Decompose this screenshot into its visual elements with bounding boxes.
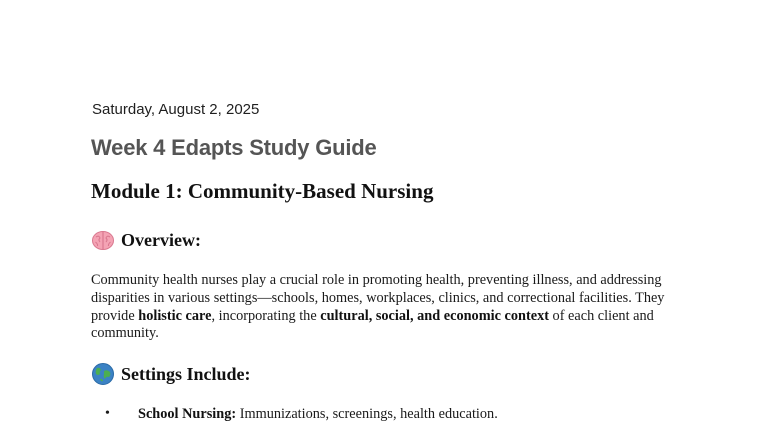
list-item-text: Immunizations, screenings, health education. bbox=[236, 406, 498, 422]
overview-text-part1: Community health nurses play a crucial role in promoting health, preventing illness, and addressing disparities in various settings—schools, homes, workplaces, clinics, and correctional facilities. They provide bbox=[91, 272, 665, 324]
document-date: Saturday, August 2, 2025 bbox=[92, 101, 260, 118]
overview-text-part2: , incorporating the bbox=[211, 307, 321, 324]
globe-icon bbox=[91, 362, 115, 386]
overview-heading bbox=[91, 228, 201, 252]
overview-bold-context: cultural, social, and economic context bbox=[320, 307, 549, 324]
module-title: Module 1: Community-Based Nursing bbox=[91, 179, 434, 203]
overview-bold-holistic-care: holistic care bbox=[138, 307, 212, 324]
list-item-label: School Nursing: bbox=[138, 406, 237, 422]
bullet-marker: • bbox=[105, 406, 110, 421]
overview-text-part3: of each client and community. bbox=[91, 307, 654, 342]
settings-list bbox=[91, 405, 731, 423]
list-item bbox=[91, 405, 731, 423]
document-title: Week 4 Edapts Study Guide bbox=[91, 135, 377, 160]
settings-heading-label: Settings Include: bbox=[121, 363, 251, 384]
settings-heading bbox=[91, 362, 251, 386]
overview-paragraph bbox=[91, 272, 701, 343]
brain-icon bbox=[91, 228, 115, 252]
overview-heading-label: Overview: bbox=[121, 229, 201, 250]
